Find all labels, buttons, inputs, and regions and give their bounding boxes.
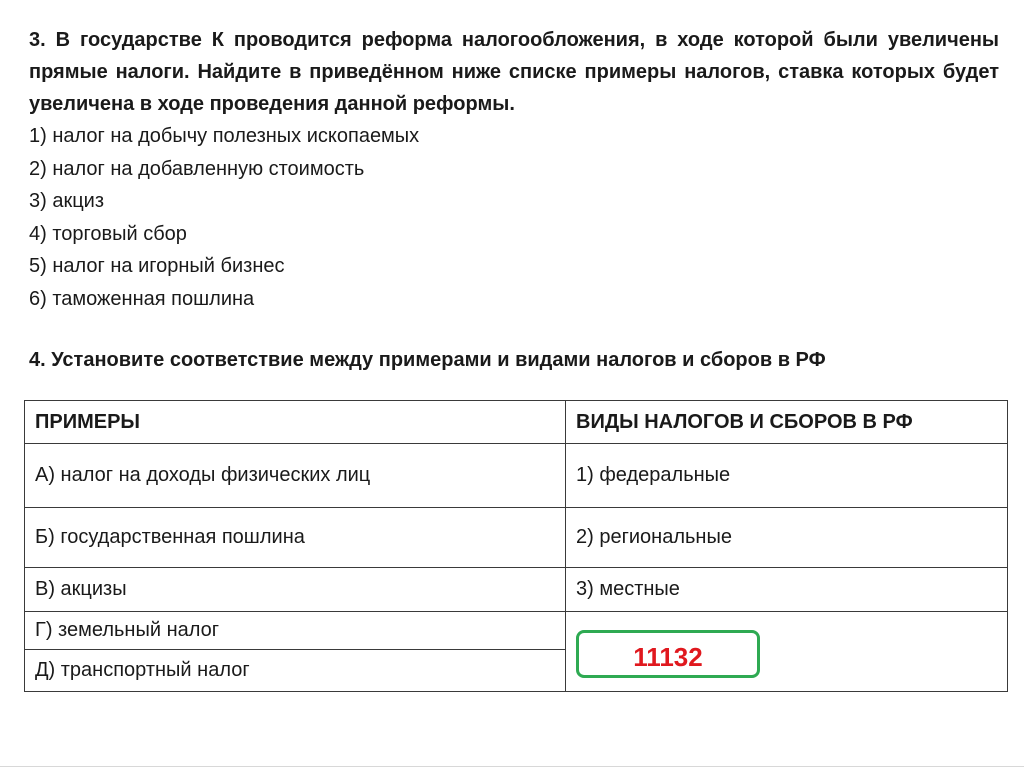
header-tax-types: ВИДЫ НАЛОГОВ И СБОРОВ В РФ — [566, 401, 1008, 444]
tax-type-1: 1) федеральные — [566, 444, 1008, 508]
question-3-options — [29, 120, 419, 315]
table-row — [25, 568, 1008, 612]
answer-cell — [566, 612, 1008, 692]
example-v: В) акцизы — [25, 568, 566, 612]
table-row — [25, 612, 1008, 650]
tax-type-2: 2) региональные — [566, 508, 1008, 568]
option-2: 2) налог на добавленную стоимость — [29, 157, 365, 180]
option-5: 5) налог на игорный бизнес — [29, 255, 285, 277]
table-row — [25, 444, 1008, 508]
example-d: Д) транспортный налог — [25, 650, 566, 692]
option-4: 4) торговый сбор — [29, 222, 187, 245]
option-3: 3) акциз — [29, 190, 105, 212]
question-4-title: 4. Установите соответствие между примерами и видами налогов и сборов в РФ — [29, 349, 826, 371]
option-6: 6) таможенная пошлина — [29, 287, 255, 310]
matching-table — [24, 400, 1008, 692]
table-header-row — [25, 401, 1008, 444]
option-1: 1) налог на добычу полезных ископаемых — [29, 125, 420, 147]
tax-type-3: 3) местные — [566, 568, 1008, 612]
example-a: А) налог на доходы физических лиц — [25, 444, 566, 508]
example-g: Г) земельный налог — [25, 612, 566, 650]
question-3-title: 3. В государстве К проводится реформа налогообложения, в ходе которой были увеличены прямые налоги. Найдите в приведённом ниже списке примеры налогов, ставка которых будет увеличена в ходе проведения данной реформы. — [29, 29, 999, 115]
table-row — [25, 508, 1008, 568]
example-b: Б) государственная пошлина — [25, 508, 566, 568]
answer-box: 11132 — [576, 630, 760, 678]
header-examples: ПРИМЕРЫ — [25, 401, 566, 444]
